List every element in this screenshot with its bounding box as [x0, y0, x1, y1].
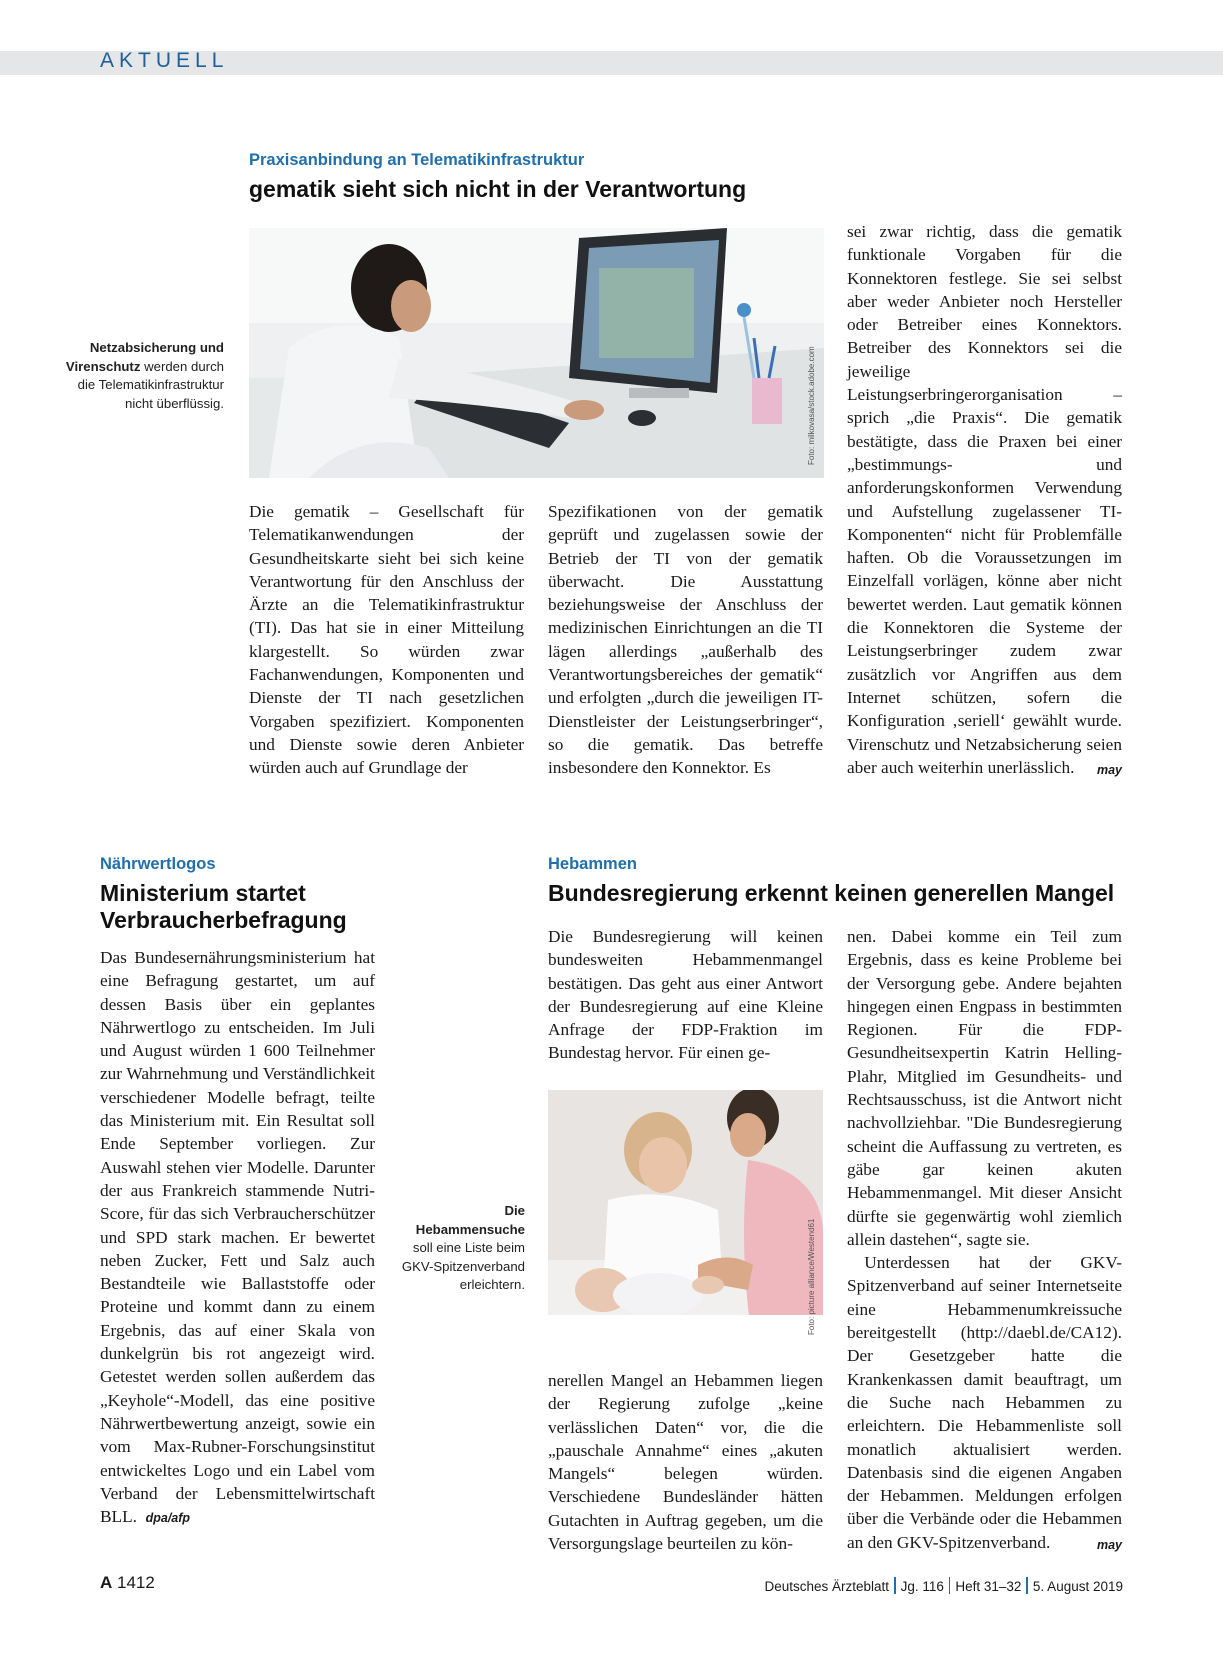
- article3-caption-text: soll eine Liste beim GKV-Spitzenverband erleichtern.: [401, 1240, 525, 1293]
- article3-col2-p1: nen. Dabei komme ein Teil zum Ergebnis, dass es keine Probleme bei der Versorgung gebe. Andere bejahten hingegen einen Engpass in bestimmten Regionen. Für die FDP-Gesundheitsexpertin Katrin Helling-Plahr, Mitglied im Gesundheits- und Rechtsausschuss, ist die Antwort nicht nachvollziehbar. "Die Bundesregierung scheint die Auffassung zu vertreten, es gäbe gar keinen akuten Hebammenmangel. Mit dieser Ansicht dürfte sie gegenwärtig wohl ziemlich allein dastehen“, sagte sie.: [847, 927, 1122, 1249]
- journal-volume: Jg. 116: [900, 1579, 944, 1594]
- article3-col2-p2: Unterdessen hat der GKV-Spitzenverband auf seiner Internetseite eine Hebammenumkreissuche bereitgestellt (http://daebl.de/CA12). Der Gesetzgeber hatte die Krankenkassen damit beauftragt, um die Suche nach Hebammen zu erleichtern. Die Hebammenliste soll monatlich aktualisiert werden. Datenbasis sind die eigenen Angaben der Hebammen. Meldungen erfolgen über die Verbände oder die Hebammen an den GKV-Spitzenverband.: [847, 1253, 1122, 1552]
- article1-caption-text: werden durch die Telematikinfrastruktur nicht überflüssig.: [77, 358, 224, 411]
- article2-body-text: Das Bundesernährungsministerium hat eine Befragung gestartet, um auf dessen Basis über ein geplantes Nährwertlogo zu entscheiden. Im Juli und August würden 1 600 Teilnehmer zur Wahrnehmung und Verständlichkeit verschiedener Modelle befragt, teilte das Ministerium mit. Ein Resultat soll Ende September vorliegen. Zur Auswahl stehen vier Modelle. Darunter der aus Frankreich stammende Nutri-Score, für das sich Verbraucherschützer und SPD stark machen. Er bewertet neben Zucker, Fett und Salz auch Bestandteile wie Ballaststoffe oder Proteine und kommt dann zu einem Ergebnis, das auf einer Skala von dunkelgrün bis rot angezeigt wird. Getestet werden sollen außerdem das „Keyhole“-Modell, das eine positive Nährwertbewertung anzeigt, sowie ein vom Max-Rubner-Forschungsinstitut entwickeltes Logo und ein Label vom Verband der Lebensmittelwirtschaft BLL.: [100, 948, 375, 1527]
- journal-date: 5. August 2019: [1032, 1579, 1123, 1594]
- article1-col3-text: sei zwar richtig, dass die gematik funktionale Vorgaben für die Konnektoren festlege. Sie sei selbst aber weder Anbieter noch Hersteller oder Betreiber eines Konnektors. Betreiber des Konnektors sei die jeweilige Leistungserbringerorganisation – sprich „die Praxis“. Die gematik bestätigte, dass die Praxen bei einer „bestimmungs- und anforderungskonformen Verwendung und Aufstellung zugelassener TI-Komponenten“ nicht für Problemfälle haften. Ob die Voraussetzungen im Einzelfall vorlägen, könne aber nicht bewertet werden. Laut gematik können die Konnektoren die Systeme der Leistungserbringer zudem zwar zusätzlich vor Angriffen aus dem Internet schützen, sofern die Konfiguration ‚seriell‘ gewählt wurde. Virenschutz und Netzabsicherung seien aber auch weiterhin unerlässlich.: [847, 222, 1122, 777]
- article2-headline: Ministerium startet Verbraucherbefragung: [100, 880, 347, 933]
- parents-baby-illustration: [548, 1090, 823, 1345]
- separator: [1026, 1577, 1028, 1594]
- doctor-computer-illustration: [249, 228, 824, 478]
- article3-photo-caption: [395, 1202, 525, 1295]
- article1-signature: may: [1096, 762, 1122, 777]
- article1-kicker: Praxisanbindung an Telematikinfrastruktur: [249, 151, 585, 169]
- page-prefix: A: [100, 1573, 113, 1592]
- article3-signature: may: [1096, 1537, 1122, 1552]
- article2-kicker: Nährwertlogos: [100, 855, 216, 873]
- page-number: [100, 1573, 155, 1593]
- article1-caption-bold: Netzabsicherung und Virenschutz: [65, 340, 224, 374]
- article3-column-1-top: [548, 925, 823, 1065]
- article2-signature: dpa/afp: [145, 1511, 191, 1526]
- article1-column-2: [548, 500, 823, 780]
- article3-photo-parents-with-baby: [548, 1090, 823, 1345]
- article3-caption-bold: Die Hebammensuche: [415, 1203, 525, 1237]
- article2-body: [100, 946, 375, 1530]
- article3-col1-top-text: Die Bundesregierung will keinen bundesweiten Hebammenmangel bestätigen. Das geht aus einer Antwort der Bundesregierung auf eine Kleine Anfrage der FDP-Fraktion im Bundestag hervor. Für einen ge-: [548, 927, 823, 1063]
- article1-photo-credit: Foto: milkovasa/stock.adobe.com: [807, 346, 816, 465]
- article1-headline: gematik sieht sich nicht in der Verantwortung: [249, 176, 747, 202]
- page-number-value: 1412: [117, 1573, 155, 1592]
- article1-column-1: [249, 500, 524, 780]
- separator: [894, 1577, 896, 1594]
- article3-column-1-bottom: [548, 1369, 823, 1555]
- article3-photo-credit: Foto: picture alliance/Westend61: [807, 1218, 816, 1335]
- section-label: AKTUELL: [100, 49, 229, 72]
- journal-issue: Heft 31–32: [955, 1579, 1022, 1594]
- publication-info: [765, 1577, 1124, 1594]
- separator: [949, 1577, 951, 1594]
- article1-col2-text: Spezifikationen von der gematik geprüft und zugelassen sowie der Betrieb der TI von der gematik überwacht. Die Ausstattung beziehungsweise der Anschluss der medizinischen Einrichtungen an die TI lägen allerdings „außerhalb des Verantwortungsbereiches der gematik“ und erfolgten „durch die jeweiligen IT-Dienstleister der Leistungserbringer“, so die gematik. Das betreffe insbesondere den Konnektor. Es: [548, 502, 823, 778]
- article3-col1-bottom-text: nerellen Mangel an Hebammen liegen der Regierung zufolge „keine verlässlichen Daten“ vor, die die „pauschale Annahme“ eines „akuten Mangels“ belegen würden. Verschiedene Bundesländer hätten Gutachten in Auftrag gegeben, um die Versorgungslage beurteilen zu kön-: [548, 1371, 823, 1554]
- article1-photo-doctor-at-computer: [249, 228, 824, 478]
- article3-headline: Bundesregierung erkennt keinen generellen Mangel: [548, 880, 1115, 906]
- article3-kicker: Hebammen: [548, 855, 637, 873]
- article1-photo-caption: [60, 339, 224, 413]
- journal-name: Deutsches Ärzteblatt: [764, 1579, 890, 1594]
- article3-column-2: [847, 925, 1122, 1557]
- article1-col1-text: Die gematik – Gesellschaft für Telematikanwendungen der Gesundheitskarte sieht bei sich keine Verantwortung für den Anschluss der Ärzte an die Telematikinfrastruktur (TI). Das hat sie in einer Mitteilung klargestellt. So würden zwar Fachanwendungen, Komponenten und Dienste der TI nach gesetzlichen Vorgaben spezifiziert. Komponenten und Dienste sowie deren Anbieter würden auch auf Grundlage der: [249, 502, 524, 778]
- article1-column-3: [847, 220, 1122, 782]
